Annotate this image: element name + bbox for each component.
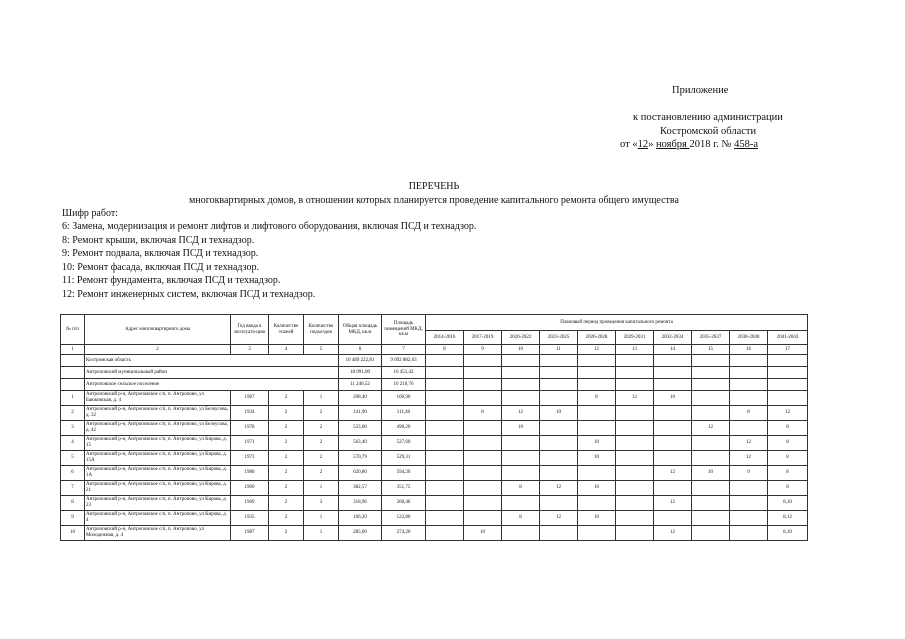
column-number: 5: [304, 345, 339, 355]
row-address: Антроповский р-н, Антроповское с/п, п. Антропово, ул Баюковская, д. 4: [85, 391, 231, 406]
row-period-code: 12: [768, 406, 808, 421]
table-row: [61, 481, 808, 496]
row-year: 1978: [231, 421, 269, 436]
empty-cell: [692, 367, 730, 379]
row-year: 1971: [231, 436, 269, 451]
row-period-code: [464, 481, 502, 496]
row-period-code: 10: [464, 526, 502, 541]
row-year: 1980: [231, 466, 269, 481]
row-period-code: 8: [768, 451, 808, 466]
row-period-code: 10: [578, 511, 616, 526]
row-period-code: [616, 406, 654, 421]
row-period-code: [654, 511, 692, 526]
summary-label: Антроповский муниципальный район: [85, 367, 339, 379]
row-total-area: 141,90: [339, 406, 382, 421]
row-floors: 2: [269, 391, 304, 406]
empty-cell: [654, 355, 692, 367]
column-number: 11: [540, 345, 578, 355]
row-period-code: 10: [578, 481, 616, 496]
header-period: 2017-2019: [464, 331, 502, 345]
column-number: 6: [339, 345, 382, 355]
row-period-code: [540, 526, 578, 541]
row-period-code: 8,10: [768, 496, 808, 511]
row-number: 9: [61, 511, 85, 526]
column-number: 7: [382, 345, 426, 355]
row-entrances: 3: [304, 496, 339, 511]
empty-cell: [540, 355, 578, 367]
row-period-code: [540, 451, 578, 466]
row-year: 1967: [231, 391, 269, 406]
legend-item: 12: Ремонт инженерных систем, включая ПСД и технадзор.: [62, 289, 316, 300]
row-period-code: [654, 481, 692, 496]
summary-total-area: 10 489 222,81: [339, 355, 382, 367]
row-period-code: [578, 421, 616, 436]
empty-cell: [692, 355, 730, 367]
header-period: 2026-2028: [578, 331, 616, 345]
row-year: 1934: [231, 406, 269, 421]
date-mid: »: [648, 139, 656, 150]
row-period-code: [692, 511, 730, 526]
row-period-code: [426, 466, 464, 481]
header-period-group: Плановый период проведения капитального ремонта: [426, 315, 808, 331]
row-address: Антроповский р-н, Антроповское с/п, п. Антропово, ул Кирова, д. 4: [85, 511, 231, 526]
row-entrances: 1: [304, 391, 339, 406]
appendix-date-line: [620, 139, 758, 150]
empty-cell: [730, 355, 768, 367]
row-period-code: 10: [692, 466, 730, 481]
row-floors: 2: [269, 496, 304, 511]
row-entrances: 1: [304, 481, 339, 496]
row-period-code: 12: [540, 481, 578, 496]
appendix-label: Приложение: [672, 85, 729, 96]
row-premises-area: 594,20: [382, 466, 426, 481]
row-floors: 2: [269, 421, 304, 436]
empty-cell: [502, 367, 540, 379]
row-address: Антроповский р-н, Антроповское с/п, п. Антропово, ул Кирова, д. 1А: [85, 466, 231, 481]
row-period-code: [540, 496, 578, 511]
row-premises-area: 111,40: [382, 406, 426, 421]
legend-item: 8: Ремонт крыши, включая ПСД и технадзор.: [62, 235, 255, 246]
column-number: 13: [616, 345, 654, 355]
row-period-code: [540, 466, 578, 481]
row-entrances: 1: [304, 526, 339, 541]
row-floors: 2: [269, 526, 304, 541]
empty-cell: [730, 367, 768, 379]
column-number: 1: [61, 345, 85, 355]
table-row: [61, 466, 808, 481]
row-period-code: [426, 451, 464, 466]
empty-cell: [540, 367, 578, 379]
row-period-code: 12: [502, 406, 540, 421]
column-number: 3: [231, 345, 269, 355]
summary-row: [61, 379, 808, 391]
row-period-code: [616, 436, 654, 451]
row-period-code: [540, 436, 578, 451]
row-period-code: 8: [730, 406, 768, 421]
row-address: Антроповский р-н, Антроповское с/п, п. Антропово, ул Кирова, д. 21: [85, 481, 231, 496]
table-row: [61, 406, 808, 421]
summary-label: Антроповское сельское поселение: [85, 379, 339, 391]
header-period: 2023-2025: [540, 331, 578, 345]
row-period-code: 8: [768, 481, 808, 496]
row-period-code: 8: [768, 421, 808, 436]
row-premises-area: 274,20: [382, 526, 426, 541]
empty-cell: [654, 379, 692, 391]
legend-caption: Шифр работ:: [62, 208, 118, 219]
date-year: 2018 г. №: [689, 139, 735, 150]
row-period-code: [692, 436, 730, 451]
empty-cell: [616, 367, 654, 379]
row-address: Антроповский р-н, Антроповское с/п, п. Антропово, ул Кирова, д. 15: [85, 436, 231, 451]
row-period-code: 8: [502, 481, 540, 496]
row-period-code: [654, 451, 692, 466]
empty-cell: [540, 379, 578, 391]
row-period-code: [426, 526, 464, 541]
table-row: [61, 526, 808, 541]
column-number: 10: [502, 345, 540, 355]
row-period-code: [692, 496, 730, 511]
row-period-code: 8: [768, 436, 808, 451]
row-period-code: [578, 526, 616, 541]
row-number: 3: [61, 421, 85, 436]
column-number-row: [61, 345, 808, 355]
row-period-code: [692, 481, 730, 496]
row-period-code: [464, 451, 502, 466]
row-period-code: [540, 391, 578, 406]
row-number: 10: [61, 526, 85, 541]
row-period-code: 10: [578, 436, 616, 451]
row-period-code: [426, 436, 464, 451]
row-address: Антроповский р-н, Антроповское с/п, п. Антропово, ул Белоусова, д. 42: [85, 421, 231, 436]
table-row: [61, 451, 808, 466]
header-address: Адрес многоквартирного дома: [85, 315, 231, 345]
row-period-code: 12: [654, 496, 692, 511]
row-floors: 2: [269, 466, 304, 481]
table-row: [61, 391, 808, 406]
empty-cell: [768, 367, 808, 379]
row-period-code: [730, 496, 768, 511]
table-row: [61, 436, 808, 451]
empty-cell: [464, 367, 502, 379]
row-period-code: [426, 421, 464, 436]
column-number: 2: [85, 345, 231, 355]
row-year: 1969: [231, 496, 269, 511]
row-year: 1935: [231, 511, 269, 526]
row-total-area: 166,20: [339, 511, 382, 526]
row-entrances: 2: [304, 406, 339, 421]
row-address: Антроповский р-н, Антроповское с/п, п. Антропово, ул Кирова, д. 23: [85, 496, 231, 511]
row-period-code: 10: [654, 391, 692, 406]
row-number: 5: [61, 451, 85, 466]
appendix-line-2: к постановлению администрации: [633, 112, 783, 123]
empty-cell: [502, 379, 540, 391]
row-floors: 2: [269, 451, 304, 466]
row-period-code: [616, 421, 654, 436]
empty-cell: [616, 379, 654, 391]
summary-total-area: 18 091,00: [339, 367, 382, 379]
column-number: 12: [578, 345, 616, 355]
row-period-code: [578, 406, 616, 421]
header-period: 2038-2040: [730, 331, 768, 345]
row-year: 1969: [231, 481, 269, 496]
row-floors: 2: [269, 406, 304, 421]
empty-cell: [578, 379, 616, 391]
row-period-code: 12: [654, 526, 692, 541]
empty-cell: [61, 355, 85, 367]
document-subtitle: многоквартирных домов, в отношении которых планируется проведение капитального ремонта общего имущества: [189, 195, 679, 206]
row-total-area: 620,80: [339, 466, 382, 481]
row-floors: 2: [269, 436, 304, 451]
row-period-code: [616, 496, 654, 511]
row-year: 1973: [231, 451, 269, 466]
row-total-area: 318,96: [339, 496, 382, 511]
empty-cell: [502, 355, 540, 367]
header-period: 2041-2043: [768, 331, 808, 345]
row-period-code: [426, 481, 464, 496]
row-period-code: [654, 421, 692, 436]
row-entrances: 2: [304, 451, 339, 466]
empty-cell: [768, 355, 808, 367]
header-total-area: Общая площадь МКД, кв.м: [339, 315, 382, 345]
row-premises-area: 351,75: [382, 481, 426, 496]
summary-row: [61, 355, 808, 367]
row-period-code: [730, 511, 768, 526]
column-number: 14: [654, 345, 692, 355]
row-period-code: [616, 481, 654, 496]
row-total-area: 382,57: [339, 481, 382, 496]
date-prefix: от «: [620, 139, 638, 150]
row-period-code: 12: [654, 466, 692, 481]
row-period-code: 12: [730, 451, 768, 466]
row-period-code: [426, 496, 464, 511]
empty-cell: [768, 379, 808, 391]
empty-cell: [578, 367, 616, 379]
header-period: 2020-2022: [502, 331, 540, 345]
row-total-area: 563,40: [339, 436, 382, 451]
header-period: 2032-2034: [654, 331, 692, 345]
row-entrances: 2: [304, 466, 339, 481]
empty-cell: [464, 379, 502, 391]
row-period-code: 8: [768, 466, 808, 481]
legend-item: 6: Замена, модернизация и ремонт лифтов и лифтового оборудования, включая ПСД и технадзор.: [62, 221, 477, 232]
row-period-code: [730, 526, 768, 541]
header-period: 2014-2016: [426, 331, 464, 345]
row-period-code: [578, 466, 616, 481]
row-period-code: [464, 466, 502, 481]
empty-cell: [578, 355, 616, 367]
row-period-code: 12: [616, 391, 654, 406]
header-premises-area: Площадь помещений МКД, кв.м: [382, 315, 426, 345]
header-num: № п/п: [61, 315, 85, 345]
row-period-code: 9: [730, 466, 768, 481]
row-period-code: [502, 526, 540, 541]
row-period-code: [768, 391, 808, 406]
row-period-code: [730, 421, 768, 436]
row-number: 1: [61, 391, 85, 406]
row-period-code: 10: [502, 421, 540, 436]
row-period-code: [692, 451, 730, 466]
row-period-code: 8: [464, 406, 502, 421]
row-premises-area: 490,20: [382, 421, 426, 436]
row-period-code: [502, 391, 540, 406]
empty-cell: [426, 379, 464, 391]
empty-cell: [426, 355, 464, 367]
row-period-code: 10: [578, 451, 616, 466]
legend-item: 11: Ремонт фундамента, включая ПСД и технадзор.: [62, 275, 281, 286]
row-entrances: 1: [304, 511, 339, 526]
row-period-code: [426, 406, 464, 421]
row-premises-area: 527,60: [382, 436, 426, 451]
row-number: 8: [61, 496, 85, 511]
row-number: 2: [61, 406, 85, 421]
row-number: 4: [61, 436, 85, 451]
date-month: ноября: [655, 139, 690, 150]
row-period-code: [616, 466, 654, 481]
header-row: [61, 315, 808, 331]
column-number: 8: [426, 345, 464, 355]
row-address: Антроповский р-н, Антроповское с/п, п. Антропово, ул Кирова, д. 15А: [85, 451, 231, 466]
header-period: 2029-2031: [616, 331, 654, 345]
empty-cell: [464, 355, 502, 367]
summary-premises-area: 16 451,42: [382, 367, 426, 379]
row-period-code: [540, 421, 578, 436]
appendix-line-3: Костромской области: [660, 126, 757, 137]
column-number: 9: [464, 345, 502, 355]
summary-row: [61, 367, 808, 379]
row-total-area: 570,79: [339, 451, 382, 466]
date-day: 12: [637, 139, 649, 150]
row-period-code: [616, 526, 654, 541]
column-number: 15: [692, 345, 730, 355]
header-period: 2035-2037: [692, 331, 730, 345]
row-period-code: [426, 511, 464, 526]
empty-cell: [730, 379, 768, 391]
row-period-code: [502, 436, 540, 451]
summary-label: Костромская область: [85, 355, 339, 367]
empty-cell: [692, 379, 730, 391]
row-period-code: 12: [540, 511, 578, 526]
row-period-code: [464, 496, 502, 511]
row-period-code: [502, 466, 540, 481]
table-row: [61, 511, 808, 526]
empty-cell: [654, 367, 692, 379]
row-period-code: 10: [540, 406, 578, 421]
header-floors: Количество этажей: [269, 315, 304, 345]
row-period-code: [464, 391, 502, 406]
row-period-code: [616, 511, 654, 526]
row-period-code: [616, 451, 654, 466]
row-period-code: 8: [578, 391, 616, 406]
row-year: 1987: [231, 526, 269, 541]
row-period-code: [692, 406, 730, 421]
row-period-code: 8,12: [768, 511, 808, 526]
row-period-code: [426, 391, 464, 406]
empty-cell: [61, 367, 85, 379]
column-number: 4: [269, 345, 304, 355]
capital-repair-table: [60, 314, 808, 541]
document-title: ПЕРЕЧЕНЬ: [408, 181, 460, 192]
row-total-area: 208,40: [339, 391, 382, 406]
row-period-code: 8: [502, 511, 540, 526]
empty-cell: [426, 367, 464, 379]
row-period-code: [692, 526, 730, 541]
row-address: Антроповский р-н, Антроповское с/п, п. Антропово, ул Молодежная, д. 4: [85, 526, 231, 541]
row-period-code: 8,10: [768, 526, 808, 541]
row-period-code: [464, 511, 502, 526]
row-period-code: [730, 481, 768, 496]
summary-premises-area: 9 092 882,63: [382, 355, 426, 367]
row-number: 6: [61, 466, 85, 481]
row-period-code: [654, 406, 692, 421]
legend-item: 9: Ремонт подвала, включая ПСД и технадзор.: [62, 248, 259, 259]
empty-cell: [61, 379, 85, 391]
table-row: [61, 421, 808, 436]
summary-premises-area: 10 210,76: [382, 379, 426, 391]
row-period-code: [464, 436, 502, 451]
row-period-code: 12: [730, 436, 768, 451]
document-number: 458-а: [734, 139, 759, 150]
row-period-code: [578, 496, 616, 511]
legend-item: 10: Ремонт фасада, включая ПСД и технадзор.: [62, 262, 260, 273]
row-entrances: 2: [304, 436, 339, 451]
row-premises-area: 160,90: [382, 391, 426, 406]
row-premises-area: 122,80: [382, 511, 426, 526]
row-premises-area: 260,46: [382, 496, 426, 511]
row-period-code: 12: [692, 421, 730, 436]
row-premises-area: 529,31: [382, 451, 426, 466]
row-floors: 2: [269, 511, 304, 526]
column-number: 16: [730, 345, 768, 355]
row-period-code: [730, 391, 768, 406]
row-total-area: 285,00: [339, 526, 382, 541]
header-year: Год ввода в эксплуата-цию: [231, 315, 269, 345]
row-address: Антроповский р-н, Антроповское с/п, п. Антропово, ул Белоусова, д. 32: [85, 406, 231, 421]
row-floors: 2: [269, 481, 304, 496]
row-total-area: 533,00: [339, 421, 382, 436]
empty-cell: [616, 355, 654, 367]
row-period-code: [692, 391, 730, 406]
row-period-code: [654, 436, 692, 451]
table-row: [61, 496, 808, 511]
header-entrances: Количество подъездов: [304, 315, 339, 345]
row-period-code: [464, 421, 502, 436]
summary-total-area: 11 246,52: [339, 379, 382, 391]
column-number: 17: [768, 345, 808, 355]
row-number: 7: [61, 481, 85, 496]
row-entrances: 2: [304, 421, 339, 436]
row-period-code: [502, 496, 540, 511]
row-period-code: [502, 451, 540, 466]
